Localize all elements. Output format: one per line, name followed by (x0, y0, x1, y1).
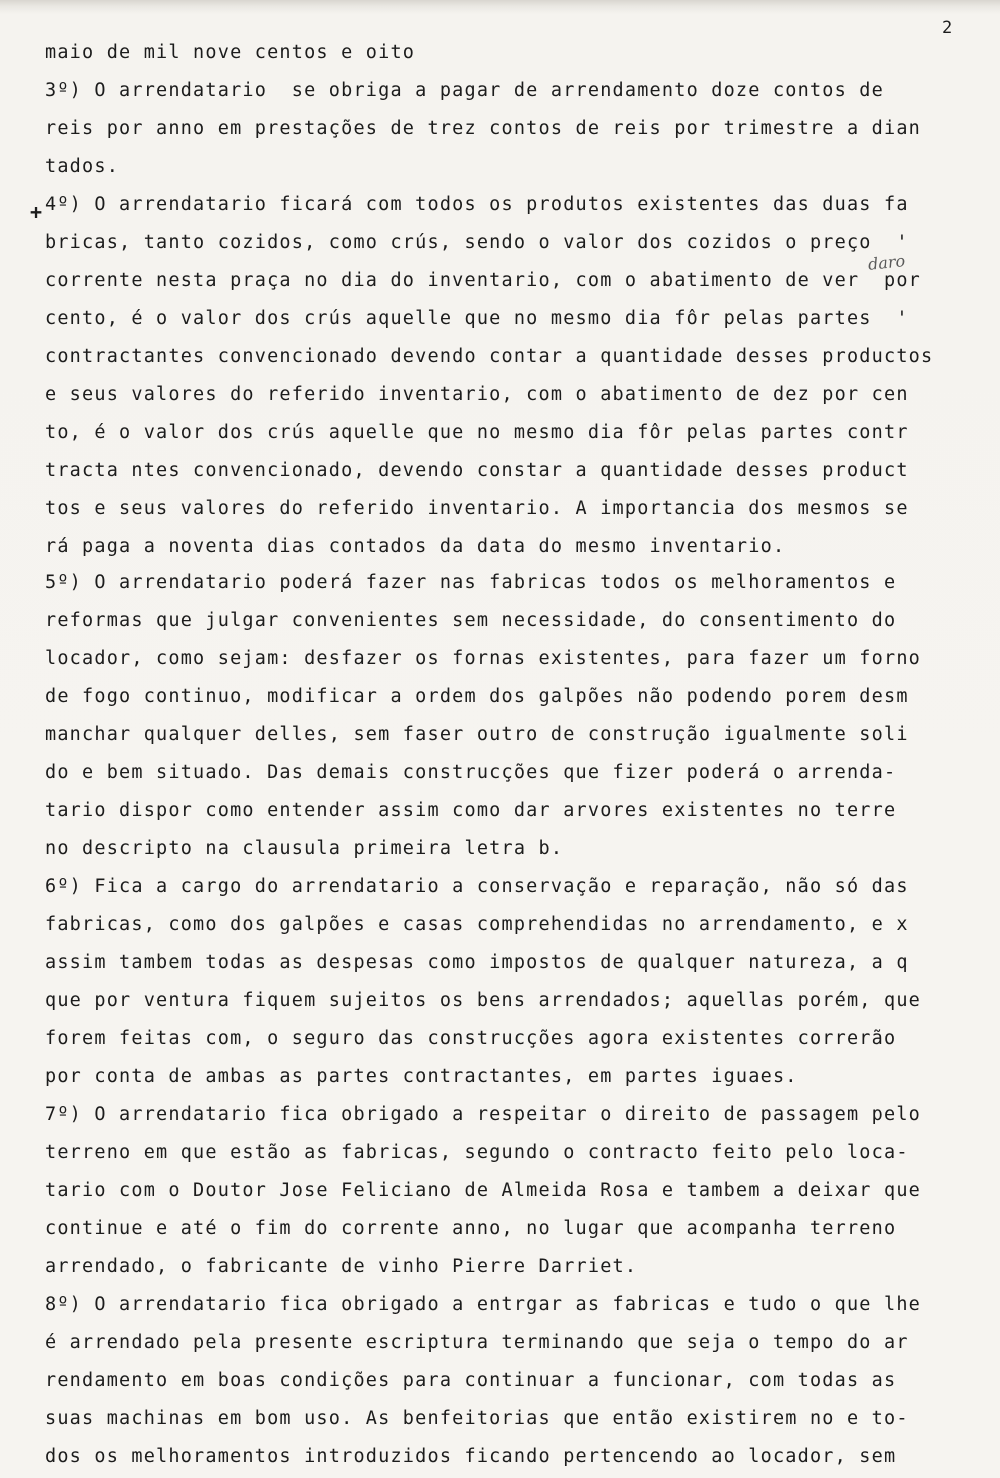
text-line: forem feitas com, o seguro das construcções agora existentes correrão (45, 1028, 897, 1049)
text-line: tracta ntes convencionado, devendo constar a quantidade desses product (45, 460, 909, 481)
text-line: no descripto na clausula primeira letra b. (45, 838, 564, 859)
text-line: tados. (45, 156, 120, 177)
text-line: 3º) O arrendatario se obriga a pagar de arrendamento doze contos de (45, 80, 884, 101)
annotation-mark: + (30, 200, 43, 224)
text-line: to, é o valor dos crús aquelle que no mesmo dia fôr pelas partes contr (45, 422, 909, 443)
text-line: continue e até o fim do corrente anno, no lugar que acompanha terreno (45, 1218, 897, 1239)
text-line: rá paga a noventa dias contados da data do mesmo inventario. (45, 536, 786, 557)
text-line: que por ventura fiquem sujeitos os bens arrendados; aquellas porém, que (45, 990, 921, 1011)
text-line: fabricas, como dos galpões e casas comprehendidas no arrendamento, e x (45, 914, 909, 935)
text-line: cento, é o valor dos crús aquelle que no mesmo dia fôr pelas partes ' (45, 308, 909, 329)
text-line: dos os melhoramentos introduzidos ficando pertencendo ao locador, sem (45, 1446, 897, 1467)
text-line: 4º) O arrendatario ficará com todos os produtos existentes das duas fa (45, 194, 909, 215)
text-line: de fogo continuo, modificar a ordem dos galpões não podendo porem desm (45, 686, 909, 707)
text-line: 5º) O arrendatario poderá fazer nas fabricas todos os melhoramentos e (45, 572, 897, 593)
text-line: tos e seus valores do referido inventario. A importancia dos mesmos se (45, 498, 909, 519)
text-line: arrendado, o fabricante de vinho Pierre Darriet. (45, 1256, 638, 1277)
text-line: suas machinas em bom uso. As benfeitorias que então existirem no e to- (45, 1408, 909, 1429)
text-line: por conta de ambas as partes contractantes, em partes iguaes. (45, 1066, 798, 1087)
text-line: é arrendado pela presente escriptura terminando que seja o tempo do ar (45, 1332, 909, 1353)
text-line: rendamento em boas condições para continuar a funcionar, com todas as (45, 1370, 897, 1391)
text-line: contractantes convencionado devendo contar a quantidade desses productos (45, 346, 934, 367)
text-line: locador, como sejam: desfazer os fornas existentes, para fazer um forno (45, 648, 921, 669)
text-line: assim tambem todas as despesas como impostos de qualquer natureza, a q (45, 952, 909, 973)
text-line: tario com o Doutor Jose Feliciano de Almeida Rosa e tambem a deixar que (45, 1180, 921, 1201)
text-line: reformas que julgar convenientes sem necessidade, do consentimento do (45, 610, 897, 631)
handwritten-note: daro (867, 251, 906, 274)
text-line: corrente nesta praça no dia do inventario, com o abatimento de ver por (45, 270, 921, 291)
text-line: terreno em que estão as fabricas, segundo o contracto feito pelo loca- (45, 1142, 909, 1163)
text-line: 6º) Fica a cargo do arrendatario a conservação e reparação, não só das (45, 876, 909, 897)
text-line: e seus valores do referido inventario, com o abatimento de dez por cen (45, 384, 909, 405)
page-number: 2 (942, 18, 954, 38)
text-line: bricas, tanto cozidos, como crús, sendo o valor dos cozidos o preço ' (45, 232, 909, 253)
text-line: maio de mil nove centos e oito (45, 42, 416, 63)
text-line: do e bem situado. Das demais construcções que fizer poderá o arrenda- (45, 762, 897, 783)
text-line: reis por anno em prestações de trez contos de reis por trimestre a dian (45, 118, 921, 139)
text-line: 8º) O arrendatario fica obrigado a entrgar as fabricas e tudo o que lhe (45, 1294, 921, 1315)
text-line: manchar qualquer delles, sem faser outro de construção igualmente soli (45, 724, 909, 745)
text-line: 7º) O arrendatario fica obrigado a respeitar o direito de passagem pelo (45, 1104, 921, 1125)
text-line: tario dispor como entender assim como dar arvores existentes no terre (45, 800, 897, 821)
